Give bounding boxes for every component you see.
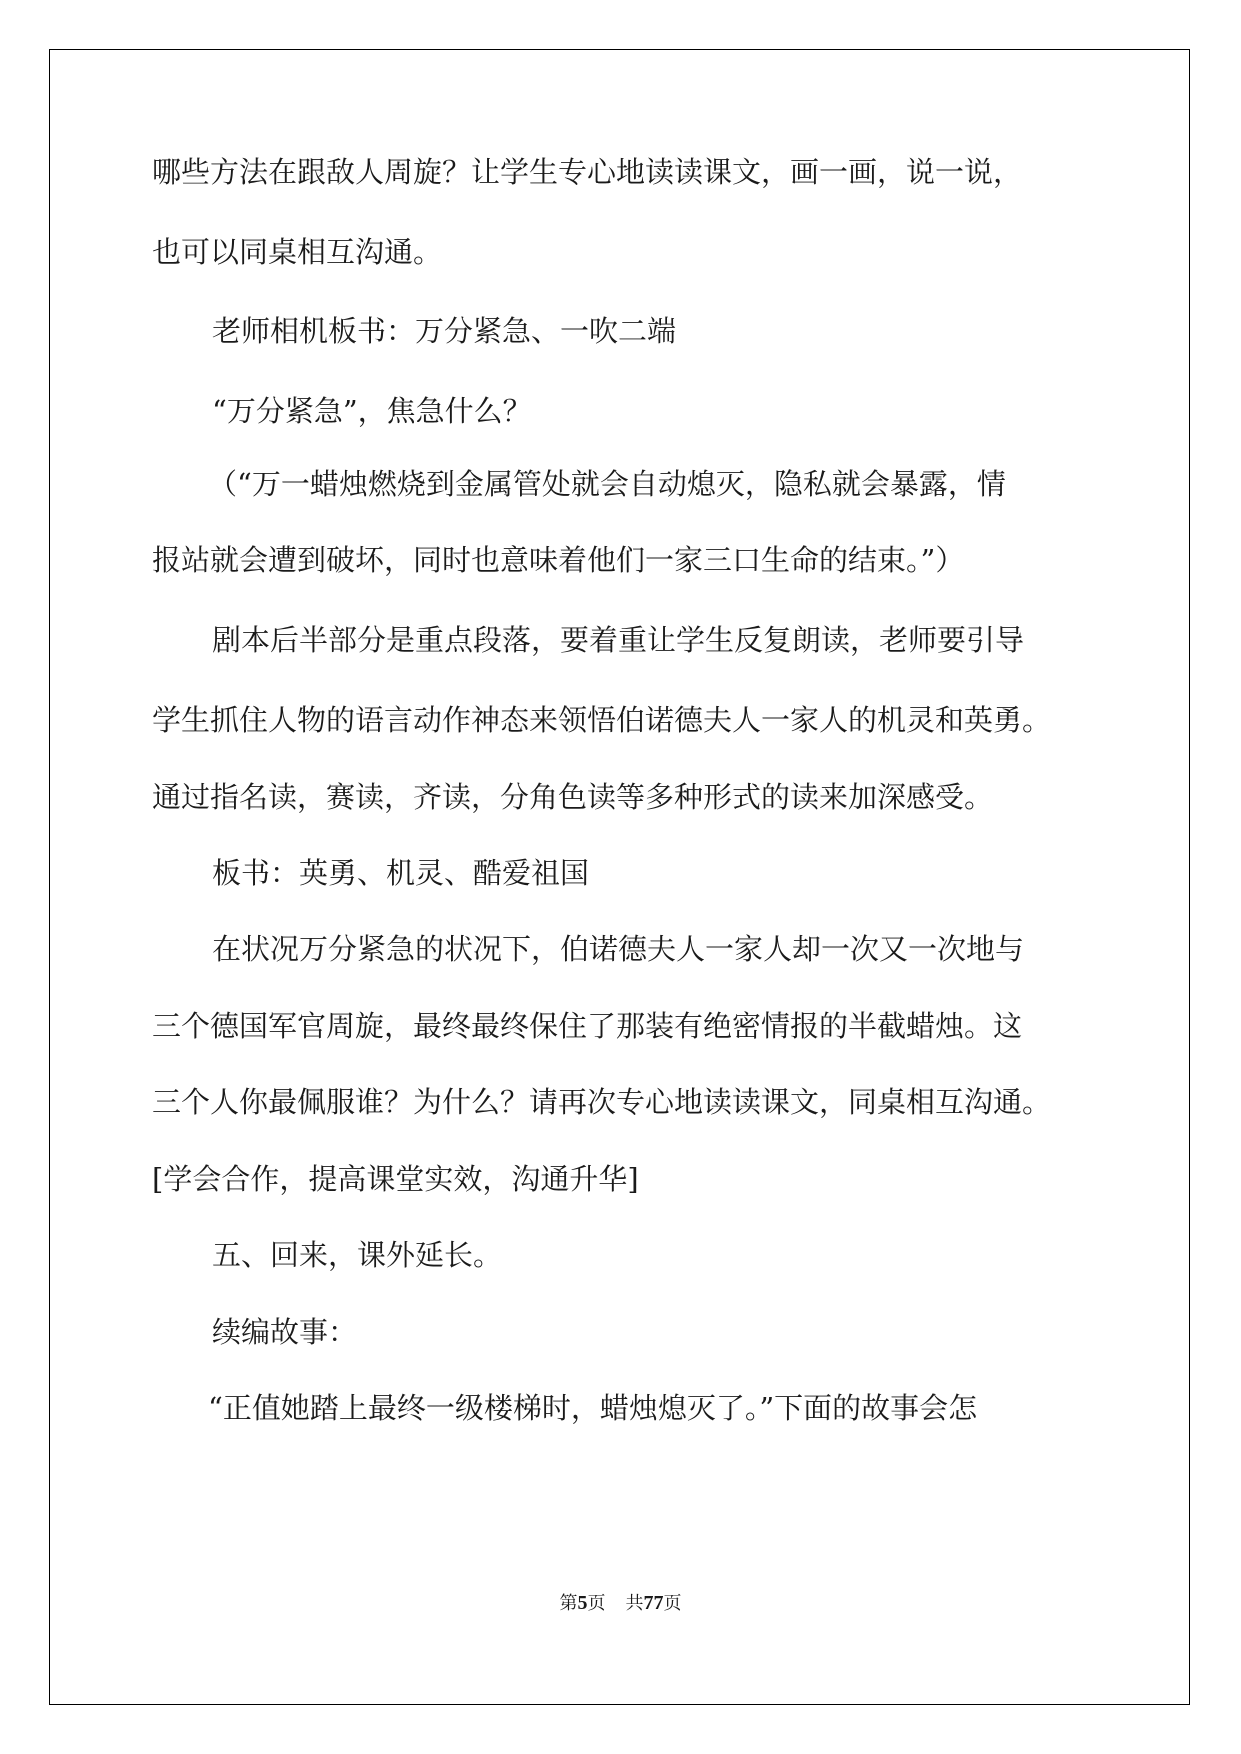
text-line: 板书：英勇、机灵、酷爱祖国 [212,856,590,890]
text-line: （“万一蜡烛燃烧到金属管处就会自动熄灭，隐私就会暴露，情 [208,467,1006,501]
text-line: 剧本后半部分是重点段落，要着重让学生反复朗读，老师要引导 [212,623,1025,657]
total-prefix: 共 [625,1593,644,1614]
text-line: 通过指名读，赛读，齐读，分角色读等多种形式的读来加深感受。 [152,780,994,814]
text-line: 报站就会遭到破坏，同时也意味着他们一家三口生命的结束。”） [152,543,965,577]
text-line: 续编故事： [212,1315,358,1349]
text-line: 三个人你最佩服谁？为什么？请再次专心地读读课文，同桌相互沟通。 [152,1085,1052,1119]
page-footer [0,1591,1241,1616]
text-line: 在状况万分紧急的状况下，伯诺德夫人一家人却一次又一次地与 [212,932,1025,966]
text-line: 五、回来，课外延长。 [212,1238,503,1272]
text-line: “万分紧急”，焦急什么？ [212,394,532,428]
page-suffix: 页 [587,1593,606,1614]
page-number: 5 [577,1592,588,1614]
text-line: 三个德国军官周旋，最终最终保住了那装有绝密情报的半截蜡烛。这 [152,1009,1023,1043]
text-line: 哪些方法在跟敌人周旋？让学生专心地读读课文，画一画，说一说， [152,155,1023,189]
text-line: 老师相机板书：万分紧急、一吹二端 [212,314,677,348]
page-prefix: 第 [559,1593,578,1614]
text-line: 也可以同桌相互沟通。 [152,235,443,269]
text-line: “正值她踏上最终一级楼梯时，蜡烛熄灭了。”下面的故事会怎 [208,1391,978,1425]
total-pages: 77 [643,1592,664,1614]
text-line: 学生抓住人物的语言动作神态来领悟伯诺德夫人一家人的机灵和英勇。 [152,703,1052,737]
text-line: [学会合作，提高课堂实效，沟通升华] [152,1162,639,1196]
total-suffix: 页 [663,1593,682,1614]
